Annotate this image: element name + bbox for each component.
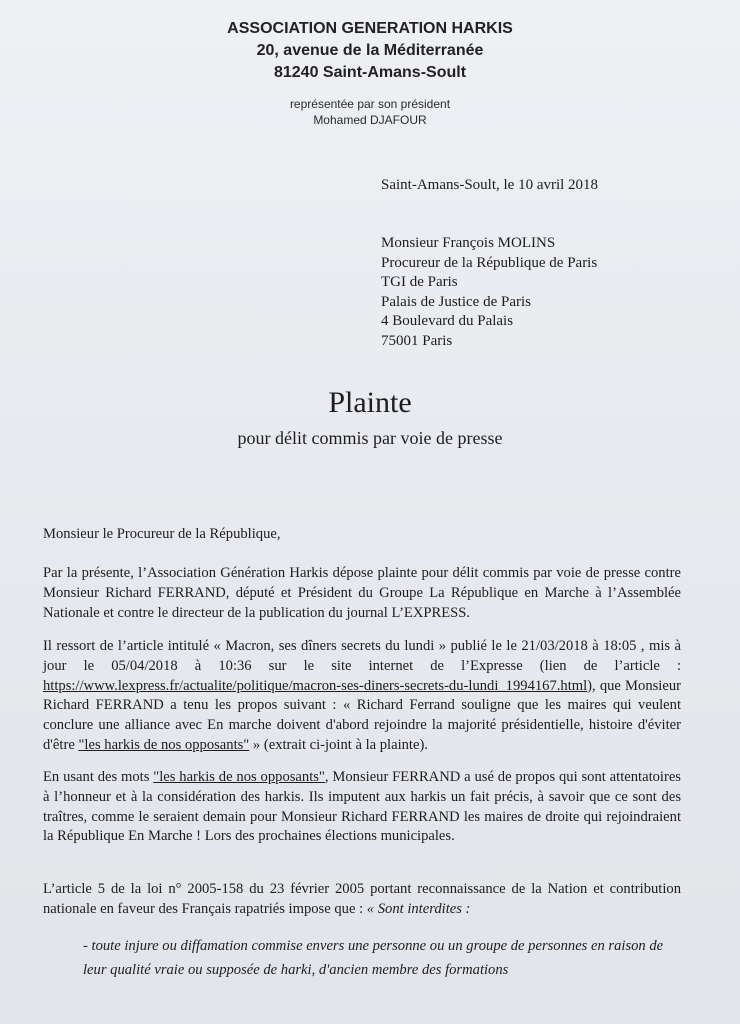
law-quote-intro: « Sont interdites :: [366, 900, 471, 917]
president-name: Mohamed DJAFOUR: [313, 113, 427, 127]
quoted-phrase: "les harkis de nos opposants": [153, 769, 325, 785]
recipient-postcode-city: 75001 Paris: [381, 332, 453, 349]
document-title: Plainte: [328, 386, 412, 419]
paragraph-article-text-3: » (extrait ci-joint à la plainte).: [249, 736, 428, 753]
paragraph-law: [43, 880, 681, 920]
recipient-role: Procureur de la République de Paris: [381, 254, 598, 271]
recipient-court: TGI de Paris: [381, 274, 458, 291]
place-and-date: Saint-Amans-Soult, le 10 avril 2018: [381, 177, 599, 193]
letterhead: [0, 18, 740, 84]
article-link[interactable]: https://www.lexpress.fr/actualite/politique/macron-ses-diners-secrets-du-lundi_1994167.html: [43, 677, 588, 694]
paragraph-complaint: Par la présente, l’Association Génération Harkis dépose plainte pour délit commis par voie de presse contre Monsieur Richard FERRAND, député et Président du Groupe La République en Marche à l’Assemblée Nationale et contre le directeur de la publication du journal L’EXPRESS.: [43, 565, 681, 621]
paragraph-article-quote: [43, 637, 681, 756]
quoted-phrase: "les harkis de nos opposants": [78, 736, 250, 753]
document-subtitle: pour délit commis par voie de presse: [237, 428, 503, 448]
paragraph-article-text-2: ), que Monsieur Richard FERRAND a tenu les propos suivant : « Richard Ferrand souligne que les maires qui veulent conclure une alliance avec En marche doivent d'abord rejoindre la majorité présidentielle, histoire d'éviter d'être: [43, 677, 681, 753]
recipient-building: Palais de Justice de Paris: [381, 293, 531, 310]
law-quote-block: - toute injure ou diffamation commise envers une personne ou un groupe de personnes en raison de leur qualité vraie ou supposée de harki, d'ancien membre des formations: [83, 938, 664, 978]
recipient-street: 4 Boulevard du Palais: [381, 313, 514, 330]
recipient-name: Monsieur François MOLINS: [381, 235, 556, 251]
paragraph-article-text-1: Il ressort de l’article intitulé « Macron, ses dîners secrets du lundi » publié le le 21/03/2018 à 18:05 , mis à jour le 05/04/2018 à 10:36 sur le site internet de l’Expresse (lien de l’article :: [43, 638, 681, 674]
paragraph-law-text: L’article 5 de la loi n° 2005-158 du 23 février 2005 portant reconnaissance de la Nation et contribution nationale en faveur des Français rapatriés impose que :: [43, 881, 681, 917]
salutation: Monsieur le Procureur de la République,: [43, 526, 281, 542]
representation-block: [0, 96, 740, 128]
organization-address: 20, avenue de la Méditerranée: [256, 42, 484, 59]
organization-city: 81240 Saint-Amans-Soult: [273, 64, 467, 81]
organization-name: ASSOCIATION GENERATION HARKIS: [227, 20, 513, 37]
paragraph-argument-text-1: En usant des mots: [43, 769, 154, 785]
paragraph-argument-text-2: , Monsieur FERRAND a usé de propos qui sont attentatoires à l’honneur et à la considération des harkis. Ils imputent aux harkis un fait précis, à savoir que ce sont des traîtres, comme le seraient demain pour Monsieur Richard FERRAND les maires de droite qui rejoindraient la République En Marche ! Lors des prochaines élections municipales.: [43, 769, 681, 845]
recipient-address-block: [381, 234, 597, 352]
represented-by-text: représentée par son président: [289, 97, 451, 111]
paragraph-argument: [43, 768, 681, 847]
